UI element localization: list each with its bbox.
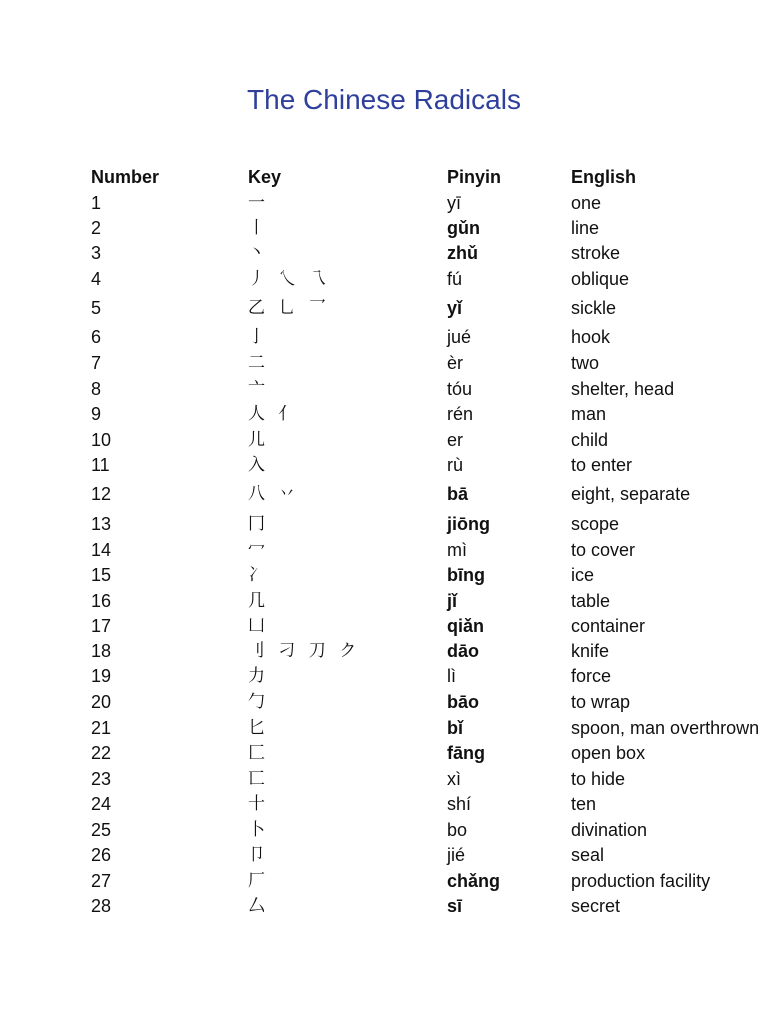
- row-number: 21: [91, 718, 112, 738]
- row-number: 3: [91, 243, 102, 263]
- row-radical: 入: [248, 455, 269, 475]
- row-number: 6: [91, 327, 102, 347]
- row-pinyin: mì: [447, 540, 467, 560]
- row-english: production facility: [571, 871, 711, 891]
- table-row: [0, 376, 768, 402]
- row-number: 18: [91, 641, 112, 661]
- row-pinyin: zhǔ: [447, 243, 478, 263]
- row-english: to hide: [571, 769, 626, 789]
- row-english: ice: [571, 565, 595, 585]
- row-radical: 厂: [248, 871, 269, 891]
- row-pinyin: chǎng: [447, 871, 501, 891]
- row-pinyin: jié: [447, 845, 466, 865]
- table-row: [0, 240, 768, 266]
- row-pinyin: bīng: [447, 565, 485, 585]
- row-english: container: [571, 616, 646, 636]
- row-number: 20: [91, 692, 112, 712]
- header-key: Key: [248, 167, 282, 187]
- row-english: knife: [571, 641, 610, 661]
- row-english: child: [571, 430, 609, 450]
- row-radical: 匕: [248, 718, 269, 738]
- row-english: sickle: [571, 298, 617, 318]
- row-number: 23: [91, 769, 112, 789]
- table-row: [0, 190, 768, 216]
- row-radical: 勹: [248, 692, 269, 712]
- row-number: 2: [91, 218, 102, 238]
- row-english: to enter: [571, 455, 633, 475]
- table-row: [0, 401, 768, 427]
- row-pinyin: rù: [447, 455, 464, 475]
- row-number: 22: [91, 743, 112, 763]
- row-number: 8: [91, 379, 102, 399]
- row-english: oblique: [571, 269, 630, 289]
- table-row: [0, 350, 768, 376]
- row-english: to wrap: [571, 692, 631, 712]
- row-pinyin: xì: [447, 769, 462, 789]
- row-english: two: [571, 353, 600, 373]
- row-number: 25: [91, 820, 112, 840]
- row-number: 1: [91, 193, 102, 213]
- row-radical: 一: [248, 193, 269, 213]
- table-row: [0, 740, 768, 766]
- row-english: force: [571, 666, 612, 686]
- row-english: divination: [571, 820, 648, 840]
- row-english: spoon, man overthrown: [571, 718, 760, 738]
- table-row: [0, 817, 768, 843]
- row-pinyin: qiǎn: [447, 616, 485, 636]
- table-row: [0, 588, 768, 614]
- row-number: 14: [91, 540, 112, 560]
- row-number: 27: [91, 871, 112, 891]
- table-row: [0, 791, 768, 817]
- table-row: [0, 562, 768, 588]
- row-pinyin: fāng: [447, 743, 485, 763]
- row-radical: 匚: [248, 743, 269, 763]
- row-english: eight, separate: [571, 484, 691, 504]
- row-pinyin: bā: [447, 484, 469, 504]
- row-pinyin: jué: [447, 327, 472, 347]
- row-number: 26: [91, 845, 112, 865]
- row-radical: 乙 乚 乛: [248, 298, 330, 318]
- row-english: scope: [571, 514, 620, 534]
- row-radical: 亅: [248, 327, 269, 347]
- row-number: 5: [91, 298, 102, 318]
- row-number: 10: [91, 430, 112, 450]
- row-english: shelter, head: [571, 379, 675, 399]
- row-radical: 几: [248, 591, 269, 611]
- row-pinyin: jiōng: [447, 514, 490, 534]
- row-english: line: [571, 218, 600, 238]
- table-row: [0, 766, 768, 792]
- page-title: The Chinese Radicals: [247, 84, 521, 115]
- row-radical: 丨: [248, 218, 269, 238]
- table-row: [0, 481, 768, 507]
- row-radical: 丶: [248, 243, 269, 263]
- row-number: 28: [91, 896, 112, 916]
- row-radical: 丿 乀 乁: [248, 269, 330, 289]
- table-row: [0, 266, 768, 292]
- table-row: [0, 638, 768, 664]
- row-radical: 厶: [248, 896, 269, 916]
- row-number: 17: [91, 616, 112, 636]
- row-number: 24: [91, 794, 112, 814]
- table-row: [0, 715, 768, 741]
- row-number: 7: [91, 353, 102, 373]
- row-radical: 八 丷: [248, 484, 300, 504]
- row-english: to cover: [571, 540, 636, 560]
- row-pinyin: dāo: [447, 641, 480, 661]
- row-radical: 力: [248, 666, 269, 686]
- row-english: secret: [571, 896, 621, 916]
- row-pinyin: bāo: [447, 692, 480, 712]
- row-radical: 冫: [248, 565, 269, 585]
- row-radical: 匸: [248, 769, 269, 789]
- table-row: [0, 324, 768, 350]
- row-pinyin: bǐ: [447, 718, 463, 738]
- row-english: table: [571, 591, 611, 611]
- row-pinyin: tóu: [447, 379, 473, 399]
- row-radical: 刂 刁 刀 ク: [248, 641, 361, 661]
- header-english: English: [571, 167, 637, 187]
- row-number: 13: [91, 514, 112, 534]
- header-pinyin: Pinyin: [447, 167, 502, 187]
- table-header: [0, 164, 768, 190]
- row-english: hook: [571, 327, 611, 347]
- row-number: 11: [91, 455, 110, 475]
- row-number: 15: [91, 565, 112, 585]
- row-radical: 人 亻: [248, 404, 300, 424]
- row-radical: 十: [248, 794, 269, 814]
- row-radical: 卜: [248, 820, 269, 840]
- table-row: [0, 511, 768, 537]
- row-english: ten: [571, 794, 597, 814]
- row-radical: 凵: [248, 616, 269, 636]
- table-row: [0, 427, 768, 453]
- row-radical: 冂: [248, 514, 269, 534]
- table-row: [0, 842, 768, 868]
- row-pinyin: èr: [447, 353, 464, 373]
- row-number: 12: [91, 484, 112, 504]
- row-pinyin: fú: [447, 269, 463, 289]
- row-pinyin: sī: [447, 896, 463, 916]
- table-row: [0, 893, 768, 919]
- row-english: stroke: [571, 243, 621, 263]
- row-english: man: [571, 404, 607, 424]
- row-pinyin: bo: [447, 820, 468, 840]
- table-row: [0, 868, 768, 894]
- row-radical: 儿: [248, 430, 269, 450]
- row-number: 4: [91, 269, 102, 289]
- table-row: [0, 663, 768, 689]
- header-number: Number: [91, 167, 160, 187]
- row-radical: 亠: [248, 379, 269, 399]
- row-pinyin: jǐ: [447, 591, 458, 611]
- row-number: 16: [91, 591, 112, 611]
- table-row: [0, 613, 768, 639]
- row-pinyin: rén: [447, 404, 474, 424]
- row-pinyin: shí: [447, 794, 472, 814]
- table-row: [0, 295, 768, 321]
- table-row: [0, 689, 768, 715]
- row-pinyin: yī: [447, 193, 462, 213]
- table-row: [0, 452, 768, 478]
- row-pinyin: yǐ: [447, 298, 463, 318]
- row-radical: 冖: [248, 540, 269, 560]
- row-pinyin: gǔn: [447, 218, 480, 238]
- row-pinyin: er: [447, 430, 464, 450]
- row-english: seal: [571, 845, 605, 865]
- row-english: open box: [571, 743, 646, 763]
- row-number: 9: [91, 404, 102, 424]
- table-row: [0, 215, 768, 241]
- row-english: one: [571, 193, 602, 213]
- row-radical: 卩: [248, 845, 269, 865]
- table-row: [0, 537, 768, 563]
- row-pinyin: lì: [447, 666, 456, 686]
- row-number: 19: [91, 666, 112, 686]
- row-radical: 二: [248, 353, 269, 373]
